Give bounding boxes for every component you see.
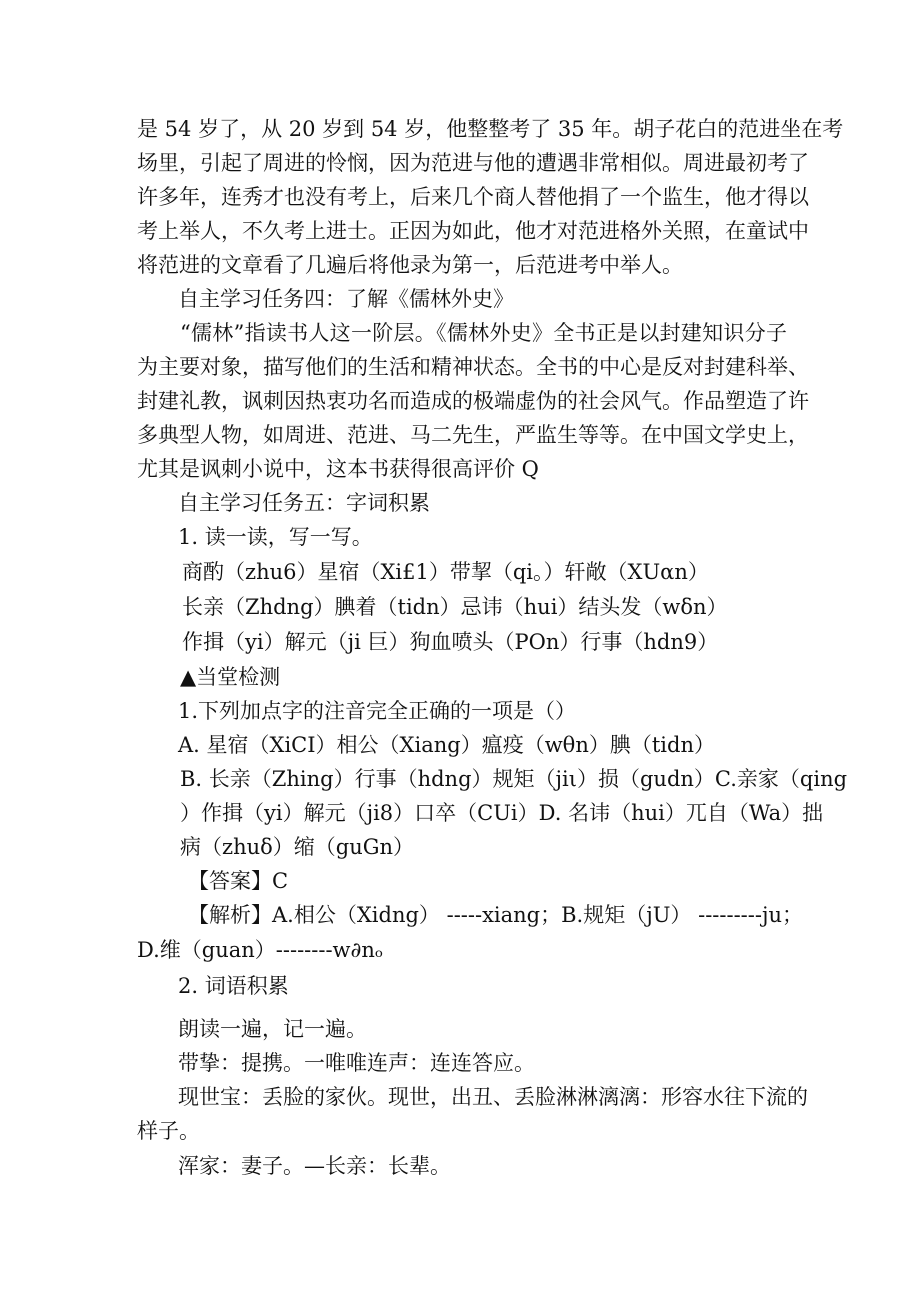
- paragraph-line: 许多年，连秀才也没有考上，后来几个商人替他捐了一个监生，他才得以: [137, 185, 809, 209]
- paragraph-line: 多典型人物，如周进、范进、马二先生，严监生等等。在中国文学史上，: [137, 423, 809, 447]
- question-option: A. 星宿（XiCI）相公（Xiang）瘟疫（wθn）腆（tidn）: [178, 733, 715, 757]
- vocab-line: 浑家：妻子。—长亲：长辈。: [178, 1154, 451, 1178]
- section-heading: 自主学习任务四：了解《儒林外史》: [178, 287, 514, 311]
- paragraph-line: 考上举人，不久考上进士。正因为如此，他才对范进格外关照，在童试中: [137, 219, 809, 243]
- check-heading: ▲当堂检测: [180, 665, 281, 689]
- vocab-line: 朗读一遍，记一遍。: [178, 1017, 367, 1041]
- pinyin-word-line: 长亲（Zhdng）腆着（tidn）忌讳（hui）结头发（wδn）: [182, 595, 728, 619]
- paragraph-line: 尤其是讽刺小说中，这本书获得很高评价 Q: [137, 457, 539, 481]
- pinyin-word-line: 作揖（yi）解元（ji 巨）狗血喷头（POn）行事（hdn9）: [182, 630, 719, 654]
- paragraph-line: “儒林”指读书人这一阶层。《儒林外史》全书正是以封建知识分子: [180, 321, 787, 345]
- vocab-line: 带挚：提携。一唯唯连声：连连答应。: [178, 1051, 535, 1075]
- paragraph-line: 为主要对象，描写他们的生活和精神状态。全书的中心是反对封建科举、: [137, 355, 809, 379]
- subsection-heading: 1. 读一读，写一写。: [178, 525, 373, 549]
- paragraph-line: 是 54 岁了，从 20 岁到 54 岁，他整整考了 35 年。胡子花白的范进坐在考: [137, 117, 844, 141]
- vocab-line: 样子。: [137, 1119, 200, 1143]
- paragraph-line: 场里，引起了周进的怜悯，因为范进与他的遭遇非常相似。周进最初考了: [137, 151, 809, 175]
- question-option: 病（zhuδ）缩（guGn）: [180, 835, 415, 859]
- question-option: B. 长亲（Zhing）行事（hdng）规矩（jiι）损（gudn）C.亲家（qing: [180, 767, 848, 791]
- vocab-line: 现世宝：丢脸的家伙。现世，出丑、丢脸淋淋漓漓：形容水往下流的: [178, 1085, 808, 1109]
- pinyin-word-line: 商酌（zhu6）星宿（Xi£1）带挈（qi。）轩敞（XUαn）: [182, 560, 709, 584]
- section-heading: 自主学习任务五：字词积累: [178, 491, 430, 515]
- answer-line: 【答案】C: [188, 869, 289, 893]
- analysis-line: D.维（guan）--------w∂nₒ: [137, 938, 383, 962]
- analysis-line: 【解析】A.相公（Xidng） -----xiang；B.规矩（jU） ---------ju；: [188, 903, 804, 927]
- paragraph-line: 将范进的文章看了几遍后将他录为第一，后范进考中举人。: [137, 253, 683, 277]
- question-option: ）作揖（yi）解元（ji8）口卒（CUi）D. 名讳（hui）兀自（Wa）拙: [180, 801, 824, 825]
- subsection-heading: 2. 词语积累: [178, 974, 289, 998]
- question-stem: 1.下列加点字的注音完全正确的一项是（）: [178, 699, 577, 723]
- paragraph-line: 封建礼教，讽刺因热衷功名而造成的极端虚伪的社会风气。作品塑造了许: [137, 389, 809, 413]
